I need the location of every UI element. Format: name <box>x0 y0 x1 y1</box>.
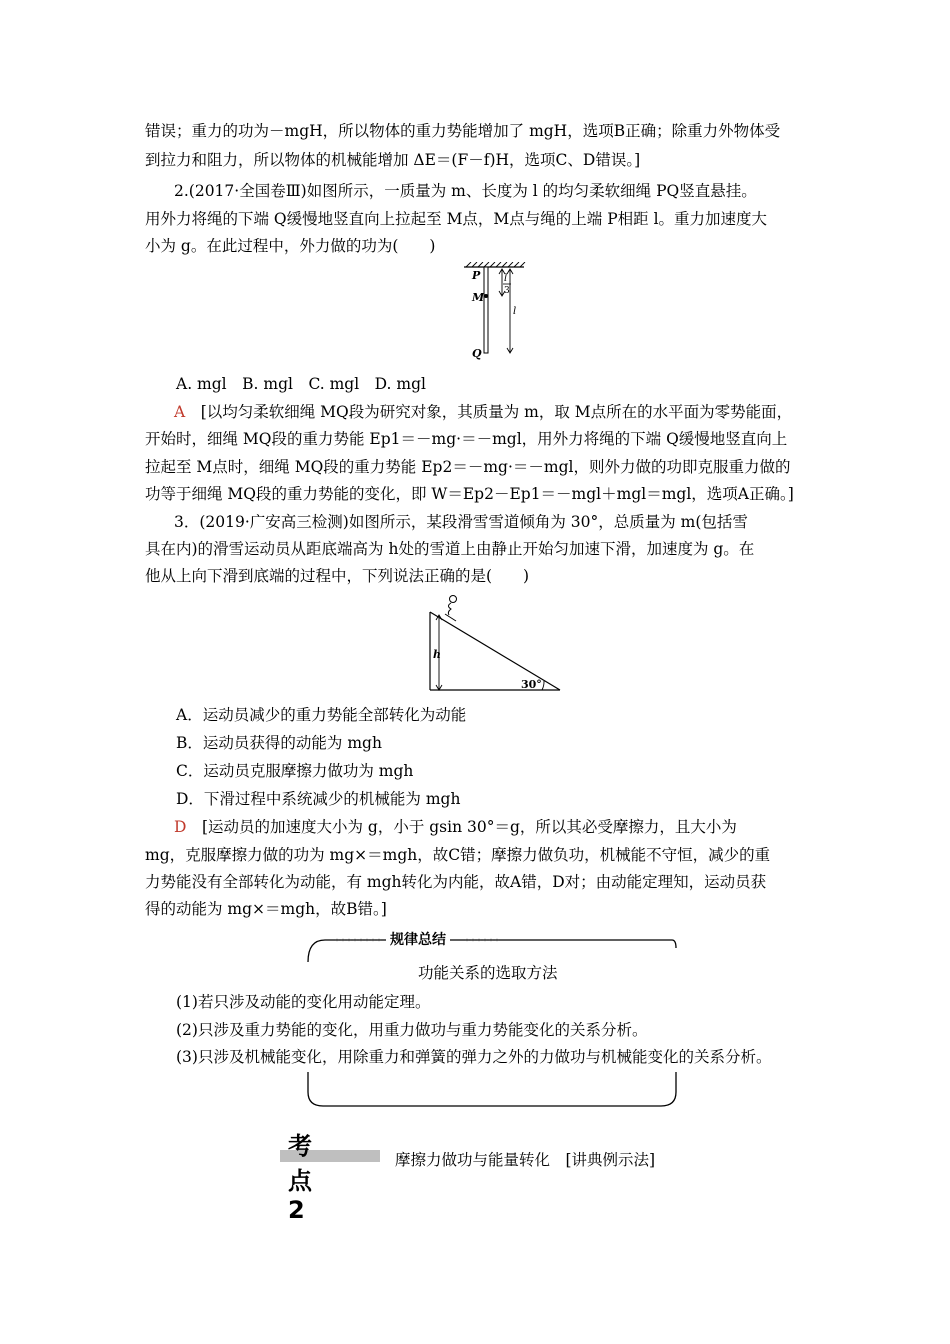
answer-letter: A <box>174 403 186 421</box>
label-three: 3 <box>504 286 510 296</box>
summary-title: 规律总结 <box>386 931 450 949</box>
answer-letter: D <box>174 818 187 836</box>
label-angle: 30° <box>521 678 542 691</box>
question-2-options: A. mgl B. mgl C. mgl D. mgl <box>176 375 426 393</box>
label-l-top: l <box>504 273 508 284</box>
answer-text: [以均匀柔软细绳 MQ段为研究对象，其质量为 m，取 M点所在的水平面为零势能面， <box>185 403 793 421</box>
answer-3-line <box>174 817 737 837</box>
text-line: 开始时，细绳 MQ段的重力势能 Ep1＝－mg·＝－mgl，用外力将绳的下端 Q缓慢地竖直向上 <box>145 430 788 448</box>
text-line: 具在内)的滑雪运动员从距底端高为 h处的雪道上由静止开始匀加速下滑，加速度为 g。在 <box>145 540 755 558</box>
text-line: 他从上向下滑到底端的过程中，下列说法正确的是( ) <box>145 567 530 585</box>
text-line: 用外力将绳的下端 Q缓慢地竖直向上拉起至 M点，M点与绳的上端 P相距 l。重力加速度大 <box>145 210 768 228</box>
option-d: D．下滑过程中系统减少的机械能为 mgh <box>176 790 461 808</box>
option-c: C．运动员克服摩擦力做功为 mgh <box>176 762 414 780</box>
summary-heading: 功能关系的选取方法 <box>418 964 558 982</box>
text-line: 拉起至 M点时，细绳 MQ段的重力势能 Ep2＝－mg·＝－mgl，则外力做的功即克服重力做的 <box>145 458 791 476</box>
kaodian-label: 考点 2 <box>288 1132 314 1224</box>
text-line: 错误；重力的功为－mgH，所以物体的重力势能增加了 mgH，选项B正确；除重力外物体受 <box>145 122 781 140</box>
summary-item: (1)若只涉及动能的变化用动能定理。 <box>176 993 431 1011</box>
summary-item: (2)只涉及重力势能的变化，用重力做功与重力势能变化的关系分析。 <box>176 1021 648 1039</box>
text-line: 到拉力和阻力，所以物体的机械能增加 ΔE＝(F－f)H，选项C、D错误。] <box>145 151 641 169</box>
text-line: 功等于细绳 MQ段的重力势能的变化，即 W＝Ep2－Ep1＝－mgl＋mgl＝mgl，选项A正确。] <box>145 485 794 503</box>
summary-item: (3)只涉及机械能变化，用除重力和弹簧的弹力之外的力做功与机械能变化的关系分析。 <box>176 1048 772 1066</box>
answer-text: [运动员的加速度大小为 g，小于 gsin 30°＝g，所以其必受摩擦力，且大小为 <box>186 818 737 836</box>
answer-2-line <box>174 402 792 422</box>
label-h: h <box>433 648 441 661</box>
summary-box-bottom <box>307 1070 677 1110</box>
text-line: mg，克服摩擦力做的功为 mg×＝mgh，故C错；摩擦力做负功，机械能不守恒，减少的重 <box>145 846 771 864</box>
label-P: P <box>472 269 481 282</box>
question-2-stem: 2.(2017·全国卷Ⅲ)如图所示，一质量为 m、长度为 l 的均匀柔软细绳 PQ竖直悬挂。 <box>174 182 757 200</box>
text-line: 小为 g。在此过程中，外力做的功为( ) <box>145 237 436 255</box>
summary-box-top <box>307 934 677 964</box>
rope-figure <box>462 262 532 362</box>
text-line: 得的动能为 mg×＝mgh，故B错。] <box>145 900 387 918</box>
label-M: M <box>472 291 485 304</box>
question-3-stem: 3．(2019·广安高三检测)如图所示，某段滑雪雪道倾角为 30°，总质量为 m(包括雪 <box>174 513 748 531</box>
option-a: A．运动员减少的重力势能全部转化为动能 <box>176 706 467 724</box>
slope-figure <box>420 592 570 694</box>
option-b: B．运动员获得的动能为 mgh <box>176 734 382 752</box>
kaodian-title: 摩擦力做功与能量转化 [讲典例示法] <box>395 1151 656 1169</box>
label-l-side: l <box>513 306 517 317</box>
text-line: 力势能没有全部转化为动能，有 mgh转化为内能，故A错，D对；由动能定理知，运动员获 <box>145 873 767 891</box>
label-Q: Q <box>472 347 482 360</box>
